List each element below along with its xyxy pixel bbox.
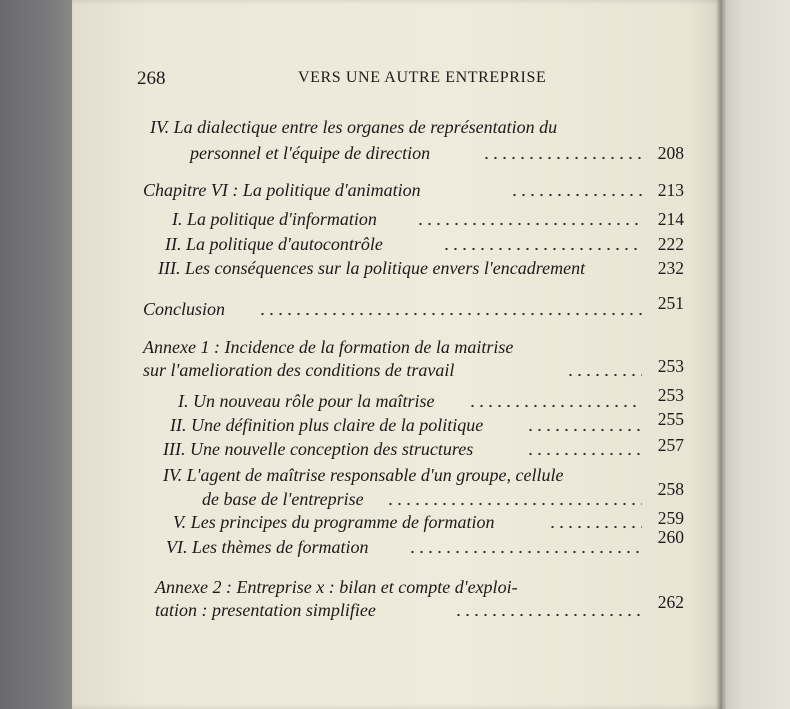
leader-dots (566, 358, 642, 382)
toc-entry-text: V. Les principes du programme de formation (173, 512, 495, 532)
toc-page-number: 214 (657, 209, 684, 229)
toc-entry (0, 207, 790, 231)
toc-page-number: 262 (657, 592, 684, 612)
leader-dots (408, 535, 642, 559)
toc-entry-text: IV. La dialectique entre les organes de représentation du (150, 117, 558, 137)
toc-entry-text: IV. L'agent de maîtrise responsable d'un groupe, cellule (163, 465, 564, 485)
toc-entry-text: II. Une définition plus claire de la politique (170, 415, 484, 435)
leader-dots (526, 413, 642, 437)
toc-entry (0, 527, 790, 559)
leader-dots (526, 437, 642, 461)
leader-dots (548, 510, 642, 534)
toc-entry (0, 256, 790, 280)
toc-page-number: 257 (657, 435, 684, 455)
toc-entry (0, 437, 790, 461)
leader-dots (258, 297, 642, 321)
toc-entry-text: sur l'amelioration des conditions de travail (143, 360, 455, 380)
page-number: 268 (137, 68, 166, 89)
leader-dots (416, 207, 642, 231)
toc-page-number: 253 (657, 356, 684, 376)
toc-chapter (0, 592, 790, 622)
leader-dots (482, 141, 642, 165)
toc-page-number: 232 (657, 258, 684, 278)
leader-dots (386, 487, 642, 511)
toc-page-number: 253 (657, 385, 684, 405)
toc-entry-text: II. La politique d'autocontrôle (165, 234, 383, 254)
toc-entry (0, 115, 790, 139)
toc-chapter (0, 358, 790, 382)
toc-page-number: 213 (657, 180, 684, 200)
leader-dots (468, 389, 642, 413)
toc-entry (0, 232, 790, 256)
toc-entry (0, 141, 790, 165)
leader-dots (510, 178, 642, 202)
toc-entry-text: Chapitre VI : La politique d'animation (143, 180, 421, 200)
running-title: VERS UNE AUTRE ENTREPRISE (298, 69, 547, 86)
toc-page-number: 255 (657, 409, 684, 429)
toc-page-number: 222 (657, 234, 684, 254)
leader-dots (454, 598, 642, 622)
toc-entry-text: I. Un nouveau rôle pour la maîtrise (178, 391, 435, 411)
toc-entry-text: III. Une nouvelle conception des structures (163, 439, 474, 459)
toc-entry-text: III. Les conséquences sur la politique envers l'encadrement (158, 258, 586, 278)
toc-entry-text: VI. Les thèmes de formation (166, 537, 369, 557)
leader-dots (442, 232, 642, 256)
toc-entry-text: Annexe 2 : Entreprise x : bilan et compte d'exploi- (155, 577, 518, 597)
toc-chapter (0, 293, 790, 321)
toc-page-number: 251 (657, 293, 684, 313)
toc-page-number: 259 (657, 508, 684, 528)
toc-entry-text: personnel et l'équipe de direction (190, 143, 431, 163)
toc-entry-text: Conclusion (143, 299, 226, 319)
toc-entry-text: I. La politique d'information (172, 209, 377, 229)
toc-page-number: 208 (657, 143, 684, 163)
toc-chapter (0, 178, 790, 202)
toc-page-number: 260 (657, 527, 684, 547)
toc-entry-text: tation : presentation simplifiee (155, 600, 376, 620)
toc-entry-text: Annexe 1 : Incidence de la formation de la maitrise (143, 337, 514, 357)
toc-entry-text: de base de l'entreprise (202, 489, 364, 509)
toc-page-number: 258 (657, 479, 684, 499)
